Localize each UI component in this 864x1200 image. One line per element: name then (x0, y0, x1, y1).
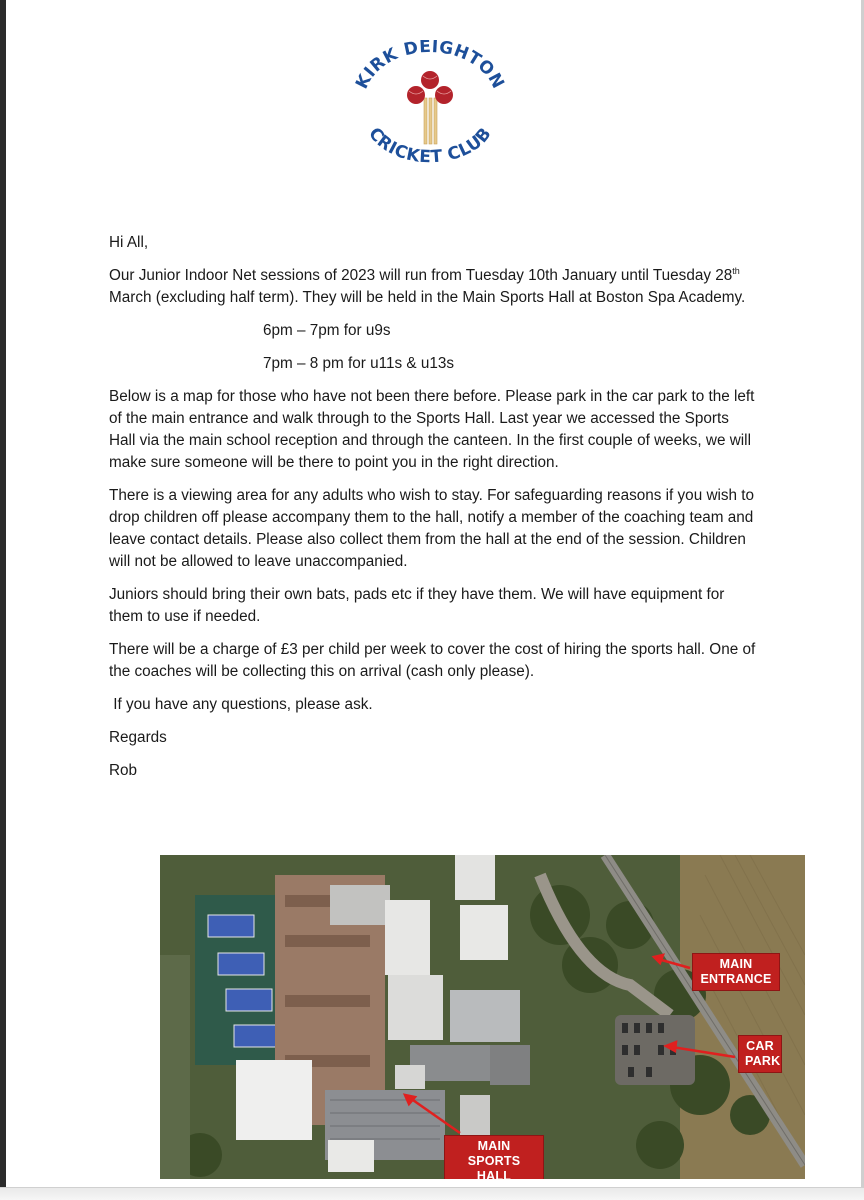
schedule-line-u9: 6pm – 7pm for u9s (263, 322, 391, 339)
intro-ordinal-suffix: th (732, 265, 740, 276)
aerial-map (160, 855, 805, 1179)
car-park-label-line2: PARK (745, 1054, 781, 1068)
letter-body (109, 232, 759, 793)
main-entrance-label-line2: ENTRANCE (700, 972, 772, 986)
signature: Rob (109, 762, 138, 779)
charge-paragraph: There will be a charge of £3 per child per week to cover the cost of hiring the sports hall. One of the coaches will be collecting this on arrival (cash only please). (109, 641, 756, 680)
schedule-line-u11-u13: 7pm – 8 pm for u11s & u13s (263, 355, 455, 372)
scan-bottom-edge (0, 1187, 864, 1200)
car-park-label (738, 1035, 782, 1073)
scan-left-edge (0, 0, 6, 1200)
aerial-map-image (160, 855, 805, 1179)
sports-hall-label-line1: MAIN SPORTS (467, 1139, 521, 1168)
stumps-icon (424, 98, 437, 144)
signoff: Regards (109, 729, 167, 746)
directions-paragraph: Below is a map for those who have not been there before. Please park in the car park to the left of the main entrance and walk through to the Sports Hall. Last year we accessed the Sports Hall via the main school reception and through the canteen. In the first couple of weeks, we will make sure someone will be there to point you in the right direction. (109, 388, 755, 471)
safeguarding-paragraph: There is a viewing area for any adults who wish to stay. For safeguarding reasons if you wish to drop children off please accompany them to the hall, notify a member of the coaching team and leave contact details. Please also collect them from the hall at the end of the session. Children will not be allowed to leave unaccompanied. (109, 487, 755, 570)
sports-hall-label-line2: HALL (476, 1169, 512, 1179)
club-logo (350, 40, 510, 180)
intro-text-end: March (excluding half term). They will be held in the Main Sports Hall at Boston Spa Academy. (109, 289, 746, 306)
car-park-label-line1: CAR (746, 1039, 774, 1053)
main-entrance-label (692, 953, 780, 991)
equipment-paragraph: Juniors should bring their own bats, pads etc if they have them. We will have equipment for them to use if needed. (109, 586, 725, 625)
club-logo-graphic (350, 40, 510, 180)
main-sports-hall-label (444, 1135, 544, 1179)
questions-paragraph: If you have any questions, please ask. (109, 696, 373, 713)
greeting: Hi All, (109, 234, 149, 251)
logo-top-text: KIRK DEIGHTON (352, 40, 508, 93)
logo-bottom-text: CRICKET CLUB (364, 123, 496, 168)
intro-paragraph (109, 265, 759, 309)
intro-text-start: Our Junior Indoor Net sessions of 2023 will run from Tuesday 10th January until Tuesday 28 (109, 267, 733, 284)
main-entrance-label-line1: MAIN (719, 957, 753, 971)
